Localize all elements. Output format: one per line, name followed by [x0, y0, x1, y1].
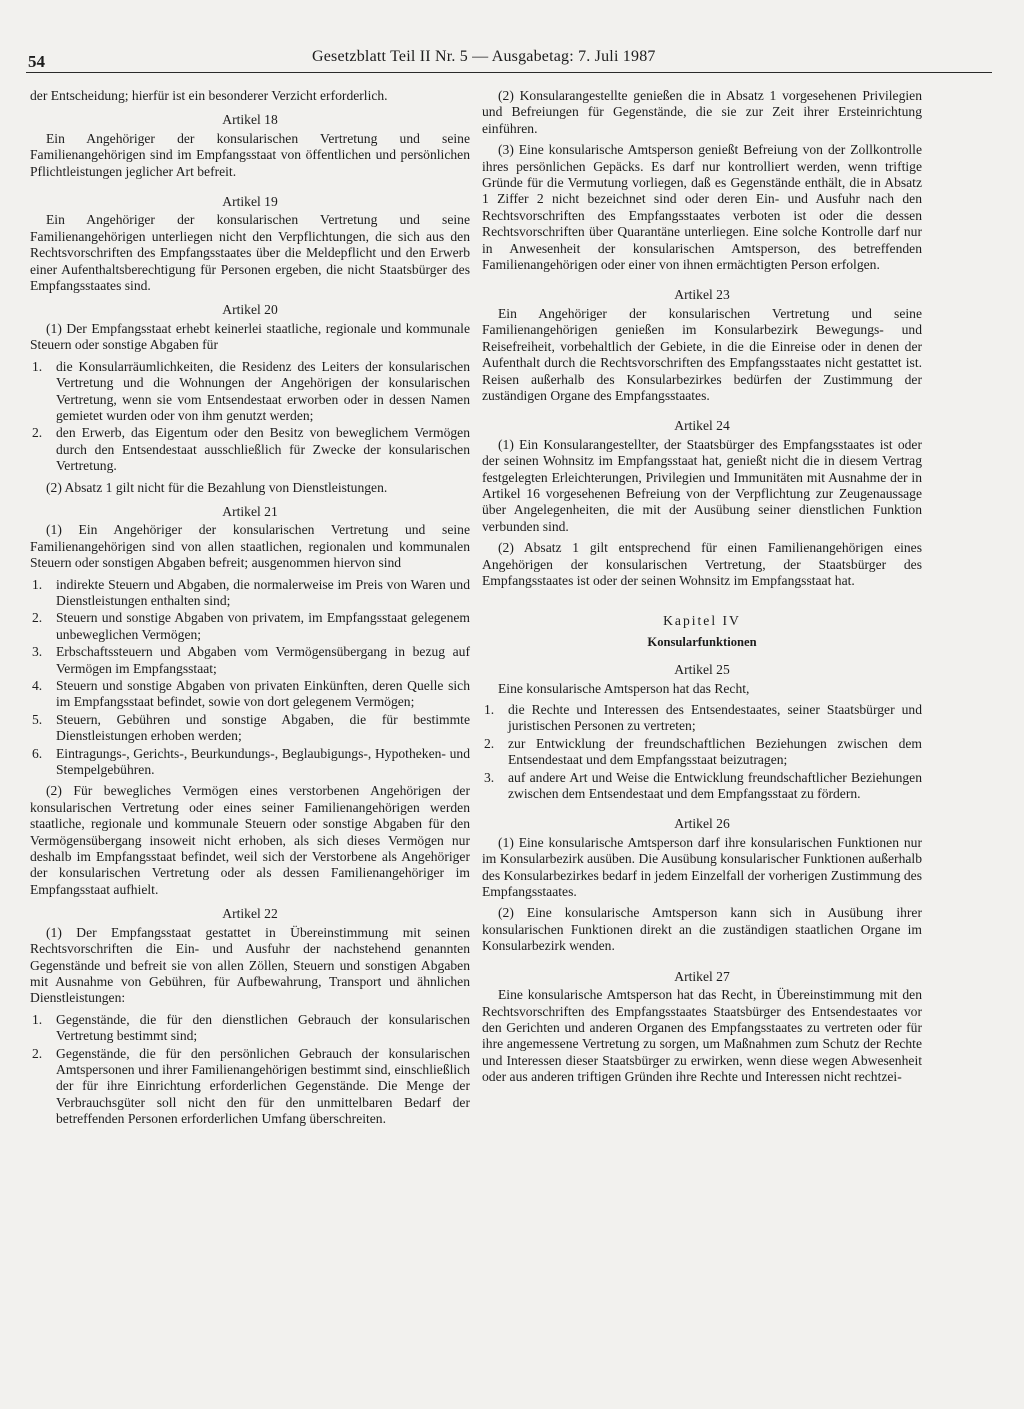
article-26-para-1: (1) Eine konsularische Amtsperson darf ihre konsularischen Funktionen nur im Konsularbezirk ausüben. Die Ausübung konsularischer Funktionen außerhalb des Konsularbezirkes bedarf in jedem Einzelfall der vorherigen Zustimmung des Empfangsstaates.: [482, 834, 922, 900]
article-20-list: [30, 359, 470, 475]
article-heading-25: Artikel 25: [674, 662, 730, 678]
article-24-para-1: (1) Ein Konsularangestellter, der Staatsbürger des Empfangsstaates ist oder der seinen Wohnsitz im Empfangsstaat hat, genießt nicht die in diesem Vertrag festgelegten Erleichterungen, Privilegien und Immunitäten mit Ausnahme der in Artikel 16 vorgesehenen Befreiung von der Verpflichtung zur Zeugenaussage über Angelegenheiten, die mit der Ausübung seiner dienstlichen Funktion verbunden sind.: [482, 436, 922, 534]
running-head: Gesetzblatt Teil II Nr. 5 — Ausgabetag: 7. Juli 1987: [312, 48, 656, 65]
left-column: [30, 88, 470, 1133]
list-item: 2. den Erwerb, das Eigentum oder den Besitz von beweglichem Vermögen durch den Entsendestaat ausschließlich für Zwecke der konsularischen Vertretung.: [32, 425, 470, 474]
article-21-para-1: (1) Ein Angehöriger der konsularischen Vertretung und seine Familienangehörigen sind von allen staatlichen, regionalen und kommunalen Steuern oder sonstigen Abgaben befreit; ausgenommen hiervon sind: [30, 522, 470, 571]
article-25-list: [482, 702, 922, 802]
article-heading-18: Artikel 18: [222, 112, 278, 128]
article-22-list: [30, 1012, 470, 1128]
article-heading-21: Artikel 21: [222, 503, 278, 519]
article-heading-27: Artikel 27: [674, 968, 730, 984]
right-column: [482, 88, 922, 1091]
list-item: 2. zur Entwicklung der freundschaftlichen Beziehungen zwischen dem Entsendestaat und dem Empfangsstaat beizutragen;: [484, 735, 922, 768]
list-item: 5. Steuern, Gebühren und sonstige Abgaben, die für bestimmte Dienstleistungen erhoben werden;: [32, 711, 470, 744]
article-20-para-2: (2) Absatz 1 gilt nicht für die Bezahlung von Dienstleistungen.: [46, 479, 388, 495]
article-heading-19: Artikel 19: [222, 194, 278, 210]
article-23-text: Ein Angehöriger der konsularischen Vertretung und seine Familienangehörigen genießen im Konsularbezirk Bewegungs- und Reisefreiheit, vorbehaltlich der Gebiete, in die die Einreise oder in denen der Aufenthalt durch die Rechtsvorschriften des Empfangsstaates nicht gestattet ist. Reisen außerhalb des Konsularbezirkes bedürfen der Zustimmung der zuständigen Organe des Empfangsstaates.: [482, 305, 922, 403]
list-item: 4. Steuern und sonstige Abgaben von privaten Einkünften, deren Quelle sich im Empfangsstaat befindet, sowie von dort gelegenem Vermögen;: [32, 678, 470, 710]
article-21-para-2: (2) Für bewegliches Vermögen eines verstorbenen Angehörigen der konsularischen Vertretung oder eines seiner Familienangehörigen werden staatliche, regionale und kommunale Steuern oder sonstige Abgaben für den Vermögensübergang insoweit nicht erhoben, als sich dieses Vermögen nur deshalb im Empfangsstaat befindet, weil sich der Verstorbene als Angehöriger der konsularischen Vertretung oder als dessen Familienangehöriger im Empfangsstaat aufhielt.: [30, 783, 470, 897]
page-number: 54: [28, 52, 45, 71]
article-25-intro: Eine konsularische Amtsperson hat das Recht,: [498, 680, 750, 696]
list-item: 3. Erbschaftssteuern und Abgaben vom Vermögensübergang in bezug auf Vermögen im Empfangsstaat;: [32, 644, 470, 676]
list-item: 2. Steuern und sonstige Abgaben von privatem, im Empfangsstaat gelegenem unbeweglichen Vermögen;: [32, 610, 470, 642]
article-heading-24: Artikel 24: [674, 418, 730, 434]
article-18-text: Ein Angehöriger der konsularischen Vertretung und seine Familienangehörigen sind im Empfangsstaat von öffentlichen und persönlichen Pflichtleistungen jeglicher Art befreit.: [30, 130, 470, 179]
article-heading-20: Artikel 20: [222, 302, 278, 318]
article-22-para-1: (1) Der Empfangsstaat gestattet in Übereinstimmung mit seinen Rechtsvorschriften die Ein- und Ausfuhr der nachstehend genannten Gegenstände und befreit sie von allen Zöllen, Steuern und sonstigen Abgaben mit Ausnahme von Gebühren, für Aufbewahrung, Transport und ähnlichen Dienstleistungen:: [30, 924, 470, 1006]
article-heading-26: Artikel 26: [674, 816, 730, 832]
article-heading-22: Artikel 22: [222, 906, 278, 922]
article-22-para-3: (3) Eine konsularische Amtsperson genießt Befreiung von der Zollkontrolle ihres persönlichen Gepäcks. Es darf nur kontrolliert werden, wenn triftige Gründe für die Vermutung vorliegen, daß es Gegenstände enthält, die in Absatz 1 Ziffer 2 nicht bezeichnet sind oder deren Ein- und Ausfuhr nach den Rechtsvorschriften des Empfangsstaates verboten ist oder die dessen Rechtsvorschriften über Quarantäne unterliegen. Eine solche Kontrolle darf nur in Anwesenheit der konsularischen Amtsperson, des betreffenden Familienangehörigen oder einer von ihnen ermächtigten Person erfolgen.: [482, 142, 922, 273]
list-item: 1. indirekte Steuern und Abgaben, die normalerweise im Preis von Waren und Dienstleistungen enthalten sind;: [32, 576, 470, 608]
chapter-title: Konsularfunktionen: [647, 634, 757, 649]
article-24-para-2: (2) Absatz 1 gilt entsprechend für einen Familienangehörigen eines Angehörigen der konsularischen Vertretung, der Staatsbürger des Empfangsstaates ist oder der seinen Wohnsitz im Empfangsstaat hat.: [482, 540, 922, 588]
article-27-text: Eine konsularische Amtsperson hat das Recht, in Übereinstimmung mit den Rechtsvorschriften des Empfangsstaates Staatsbürger des Entsendestaates vor den Gerichten und anderen Organen des Empfangsstaates zu vertreten oder für ihre angemessene Vertretung zu sorgen, um Maßnahmen zum Schutz der Rechte und Interessen dieser Staatsbürger zu erwirken, wenn diese wegen Abwesenheit oder aus anderen triftigen Gründen ihre Rechte und Interessen nicht rechtzei-: [482, 987, 922, 1085]
article-19-text: Ein Angehöriger der konsularischen Vertretung und seine Familienangehörigen unterliegen nicht den Verpflichtungen, die sich aus den Rechtsvorschriften des Empfangsstaates über die Meldepflicht und den Erwerb einer Aufenthaltsberechtigung für Personen ergeben, die nicht Staatsbürger des Empfangsstaates sind.: [30, 212, 470, 294]
list-item: 1. Gegenstände, die für den dienstlichen Gebrauch der konsularischen Vertretung bestimmt sind;: [32, 1011, 470, 1044]
list-item: 6. Eintragungs-, Gerichts-, Beurkundungs-, Beglaubigungs-, Hypotheken- und Stempelgebühren.: [32, 745, 470, 778]
article-21-list: [30, 577, 470, 779]
list-item: 1. die Konsularräumlichkeiten, die Residenz des Leiters der konsularischen Vertretung und die Wohnungen der Angehörigen der konsularischen Vertretung, wenn sie vom Entsendestaat erworben oder in dessen Namen gemietet wurden oder von ihm genutzt werden;: [32, 358, 470, 423]
list-item: 2. Gegenstände, die für den persönlichen Gebrauch der konsularischen Amtspersonen und ihrer Familienangehörigen bestimmt sind, einschließlich der für ihre Einrichtung erforderlichen Gegenstände. Die Menge der Verbrauchsgüter soll nicht den für den unmittelbaren Bedarf der betreffenden Personen erforderlichen Umfang überschreiten.: [32, 1045, 470, 1127]
article-26-para-2: (2) Eine konsularische Amtsperson kann sich in Ausübung ihrer konsularischen Funktionen direkt an die zuständigen staatlichen Organe im Konsularbezirk wenden.: [482, 905, 922, 954]
list-item: 1. die Rechte und Interessen des Entsendestaates, seiner Staatsbürger und juristischen Personen zu vertreten;: [484, 702, 922, 734]
continued-paragraph: der Entscheidung; hierfür ist ein besonderer Verzicht erforderlich.: [30, 88, 388, 103]
list-item: 3. auf andere Art und Weise die Entwicklung freundschaftlicher Beziehungen zwischen dem Entsendestaat und dem Empfangsstaat zu fördern.: [484, 769, 922, 802]
chapter-label: Kapitel IV: [663, 613, 741, 629]
article-20-para-1: (1) Der Empfangsstaat erhebt keinerlei staatliche, regionale und kommunale Steuern oder sonstige Abgaben für: [30, 320, 470, 353]
article-22-para-2: (2) Konsularangestellte genießen die in Absatz 1 vorgesehenen Privilegien und Befreiungen für Gegenstände, die sie zur Zeit ihrer Ersteinrichtung einführen.: [482, 88, 922, 136]
article-heading-23: Artikel 23: [674, 287, 730, 303]
page-header: [26, 46, 992, 73]
